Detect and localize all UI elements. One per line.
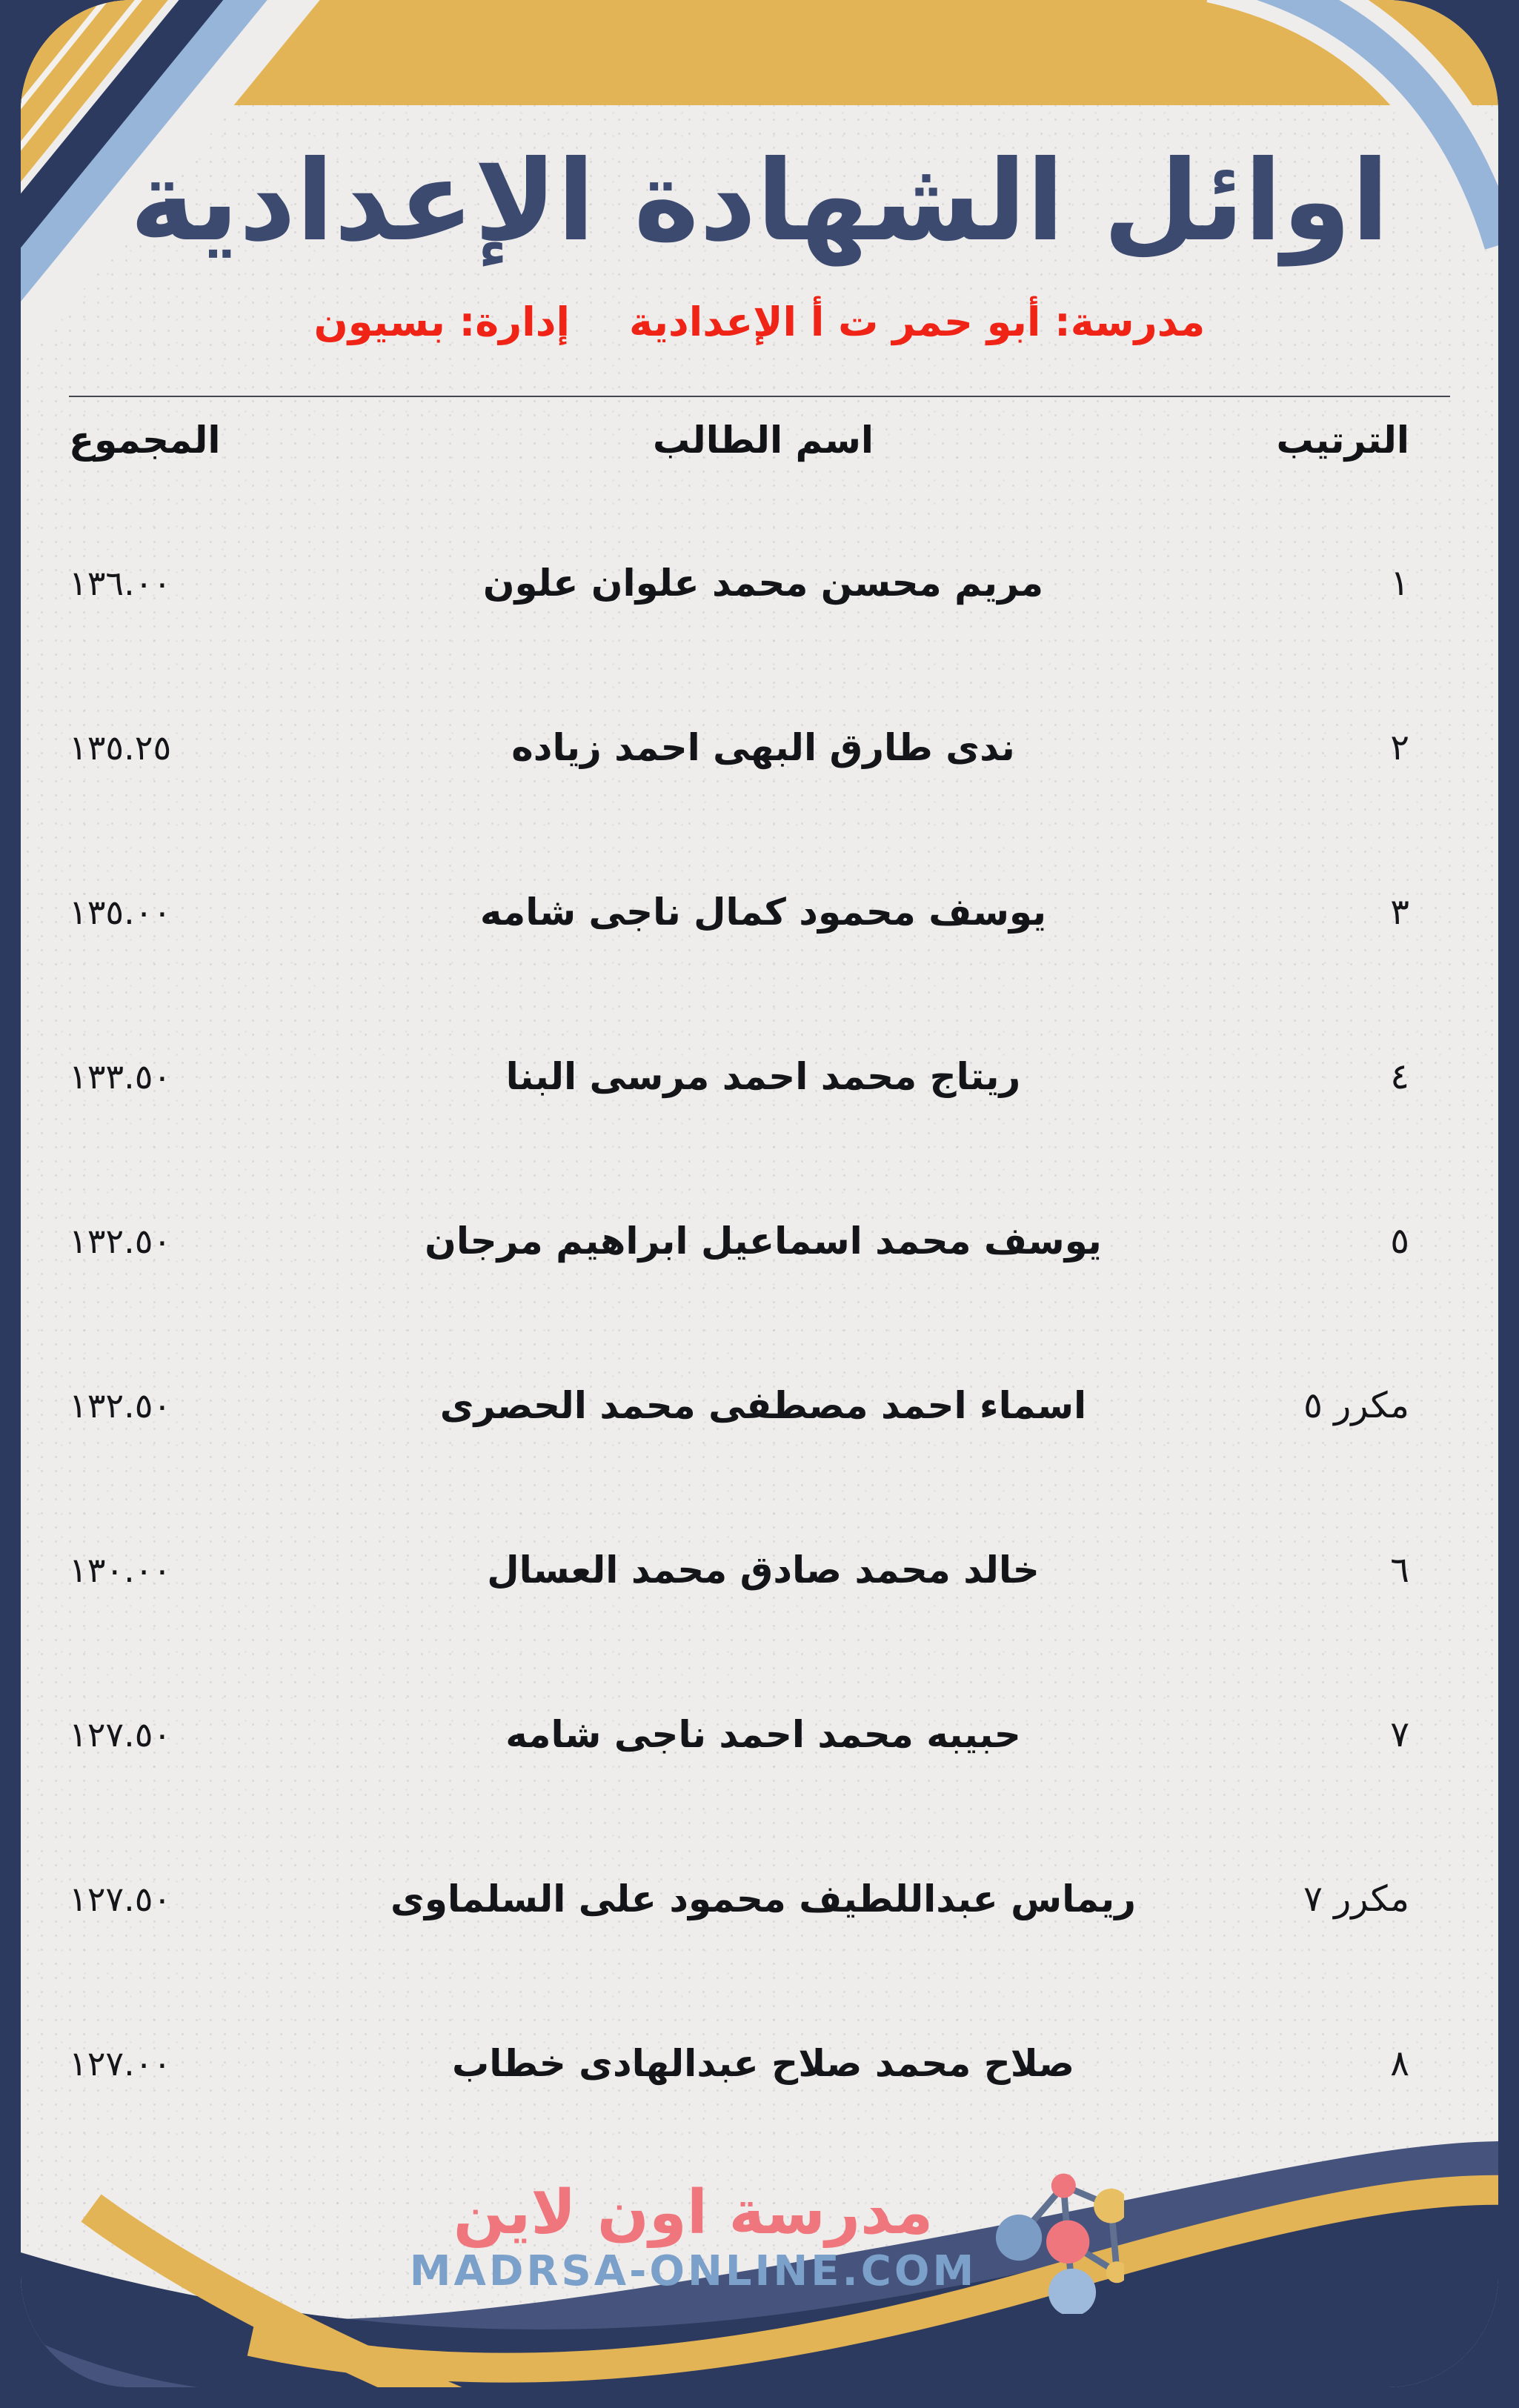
logo-domain-text: MADRSA-ONLINE.COM — [409, 2247, 977, 2295]
name-cell: اسماء احمد مصطفى محمد الحصرى — [439, 1384, 1087, 1427]
table-row — [69, 1488, 1450, 1652]
logo-arabic-text: مدرسة اون لاين — [453, 2177, 934, 2248]
site-logo-text — [409, 2177, 977, 2296]
rank-cell: مكرر ٥ — [1303, 1385, 1409, 1426]
rank-cell: ٢ — [1390, 727, 1409, 768]
total-cell: ١٢٧.٠٠ — [69, 2043, 172, 2083]
table-row — [69, 1817, 1450, 1981]
school-label: مدرسة: أبو حمر ت أ الإعدادية — [628, 299, 1206, 345]
table-row — [69, 665, 1450, 830]
name-cell: صلاح محمد صلاح عبدالهادى خطاب — [451, 2042, 1075, 2085]
name-header: اسم الطالب — [652, 419, 874, 462]
table-row — [69, 994, 1450, 1159]
table-row — [69, 1981, 1450, 2146]
table-row — [69, 501, 1450, 665]
name-cell: يوسف محمد اسماعيل ابراهيم مرجان — [425, 1220, 1102, 1263]
total-cell: ١٣٠.٠٠ — [69, 1550, 172, 1590]
total-cell: ١٣٢.٥٠ — [69, 1221, 172, 1261]
rank-header: الترتيب — [1276, 419, 1409, 462]
total-cell: ١٣٦.٠٠ — [69, 563, 172, 603]
table-row — [69, 830, 1450, 994]
total-cell: ١٢٧.٥٠ — [69, 1714, 172, 1755]
total-cell: ١٣٣.٥٠ — [69, 1057, 172, 1097]
rank-cell: ١ — [1390, 562, 1409, 604]
name-cell: ريماس عبداللطيف محمود على السلماوى — [390, 1877, 1136, 1920]
rank-cell: مكرر ٧ — [1303, 1878, 1409, 1920]
total-cell: ١٣٥.٢٥ — [69, 728, 172, 768]
name-cell: يوسف محمود كمال ناجى شامه — [479, 891, 1047, 934]
table-row — [69, 1323, 1450, 1488]
table-header-row — [69, 408, 1450, 473]
results-table-body — [69, 501, 1450, 2146]
rank-cell: ٦ — [1390, 1549, 1409, 1591]
table-row — [69, 1652, 1450, 1817]
name-cell: ريتاج محمد احمد مرسى البنا — [505, 1055, 1021, 1098]
rank-cell: ٨ — [1390, 2043, 1409, 2084]
total-cell: ١٣٥.٠٠ — [69, 892, 172, 932]
table-row — [69, 1159, 1450, 1323]
name-cell: خالد محمد صادق محمد العسال — [487, 1549, 1040, 1592]
site-logo — [7, 2162, 1519, 2314]
header-divider — [69, 396, 1450, 397]
total-header: المجموع — [69, 419, 221, 462]
rank-cell: ٥ — [1390, 1220, 1409, 1262]
name-cell: مريم محسن محمد علوان علون — [482, 562, 1044, 605]
rank-cell: ٧ — [1390, 1714, 1409, 1755]
molecule-icon — [994, 2162, 1124, 2314]
total-cell: ١٣٢.٥٠ — [69, 1386, 172, 1426]
name-cell: حبيبه محمد احمد ناجى شامه — [505, 1713, 1021, 1756]
administration-label: إدارة: بسيون — [313, 299, 570, 345]
rank-cell: ٤ — [1390, 1056, 1409, 1097]
total-cell: ١٢٧.٥٠ — [69, 1879, 172, 1919]
page-title: اوائل الشهادة الإعدادية — [130, 137, 1389, 266]
name-cell: ندى طارق البهى احمد زياده — [511, 726, 1015, 769]
rank-cell: ٣ — [1390, 891, 1409, 933]
subtitle — [69, 299, 1450, 345]
